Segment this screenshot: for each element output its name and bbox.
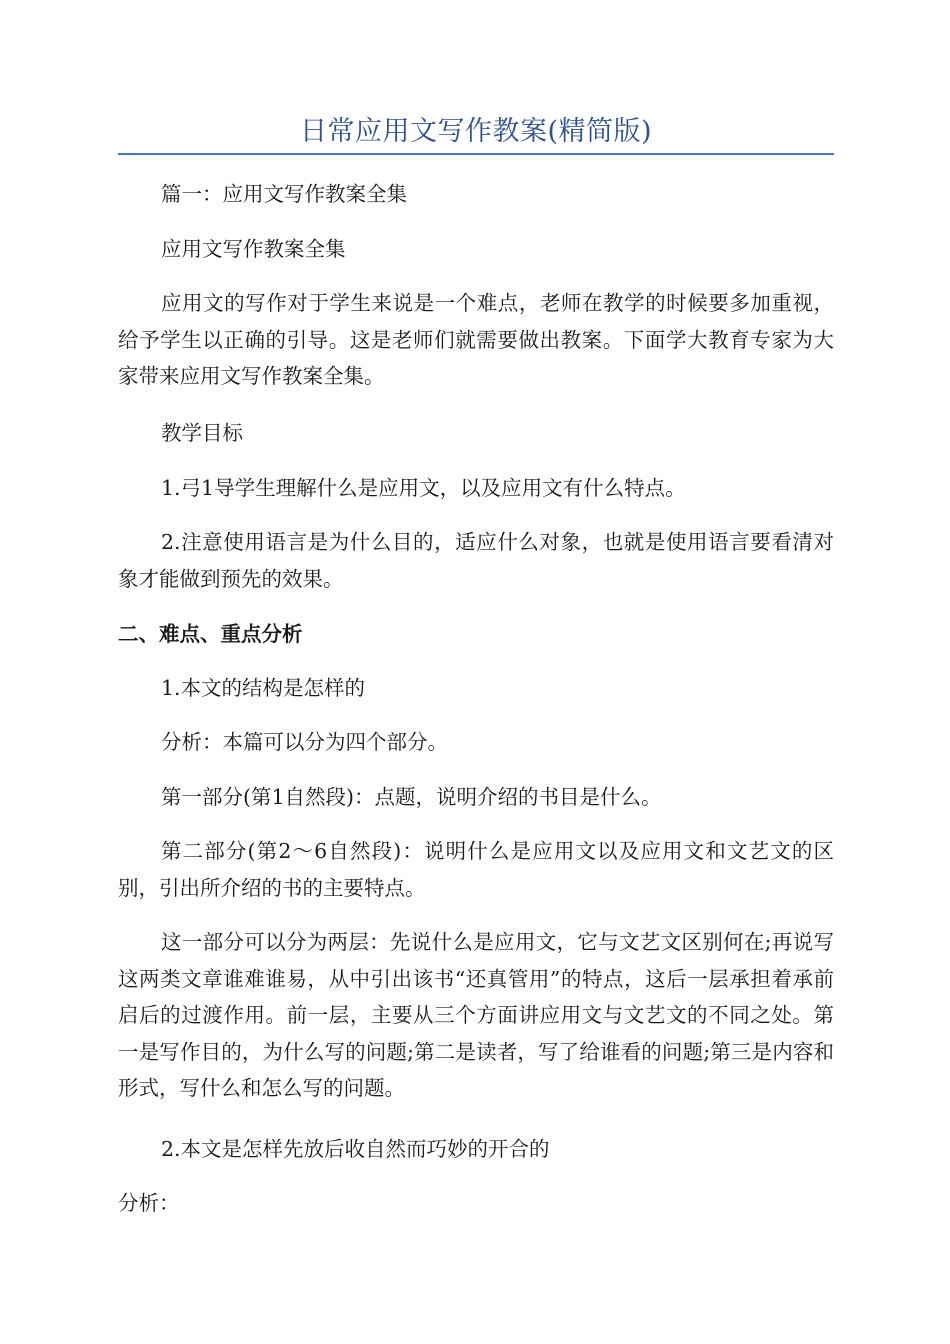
paragraph-part-2-detail: 这一部分可以分为两层：先说什么是应用文，它与文艺文区别何在;再说写这两类文章谁难谁易，从中引出该书“还真管用”的特点，这后一层承担着承前启后的过渡作用。前一层，主要从三个方面讲应用文与文艺文的不同之处。第一是写作目的，为什么写的问题;第二是读者，写了给谁看的问题;第三是内容和形式，写什么和怎么写的问题。 bbox=[118, 930, 834, 1100]
paragraph-analysis-1: 分析：本篇可以分为四个部分。 bbox=[161, 730, 448, 754]
paragraph-question-2: 2.本文是怎样先放后收自然而巧妙的开合的 bbox=[161, 1137, 550, 1161]
paragraph-section-heading: 篇一：应用文写作教案全集 bbox=[161, 182, 407, 206]
paragraph-subtitle: 应用文写作教案全集 bbox=[161, 237, 346, 261]
title-underline bbox=[118, 153, 834, 155]
heading-key-points: 二、难点、重点分析 bbox=[118, 622, 303, 646]
paragraph-part-2: 第二部分(第2～6自然段)：说明什么是应用文以及应用文和文艺文的区别，引出所介绍的书的主要特点。 bbox=[118, 839, 834, 900]
paragraph-question-1: 1.本文的结构是怎样的 bbox=[161, 676, 366, 700]
document-title: 日常应用文写作教案(精简版) bbox=[299, 116, 653, 147]
paragraph-part-1: 第一部分(第1自然段)：点题，说明介绍的书目是什么。 bbox=[161, 785, 662, 809]
paragraph-goal-1: 1.弓1导学生理解什么是应用文，以及应用文有什么特点。 bbox=[161, 476, 686, 500]
paragraph-teaching-goals: 教学目标 bbox=[161, 421, 243, 445]
paragraph-intro: 应用文的写作对于学生来说是一个难点，老师在教学的时候要多加重视，给予学生以正确的引导。这是老师们就需要做出教案。下面学大教育专家为大家带来应用文写作教案全集。 bbox=[118, 291, 834, 388]
paragraph-analysis-2: 分析： bbox=[118, 1191, 180, 1215]
paragraph-goal-2: 2.注意使用语言是为什么目的，适应什么对象，也就是使用语言要看清对象才能做到预先的效果。 bbox=[118, 530, 834, 591]
